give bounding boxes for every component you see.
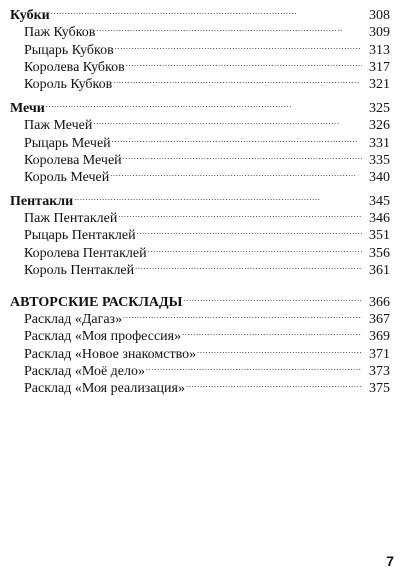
dot-leader bbox=[46, 95, 362, 112]
toc-entry-page: 361 bbox=[369, 262, 390, 278]
toc-entry-title: Паж Пентаклей bbox=[24, 211, 118, 227]
toc-heading-title: АВТОРСКИЕ РАСКЛАДЫ bbox=[10, 295, 183, 310]
toc-heading-row bbox=[10, 289, 390, 310]
toc-entry-title: Король Кубков bbox=[24, 76, 113, 92]
toc-heading-title: Пентакли bbox=[10, 194, 74, 210]
toc-heading-title: Мечи bbox=[10, 101, 45, 117]
dot-leader bbox=[183, 289, 362, 306]
toc-entry-title: Королева Мечей bbox=[24, 152, 122, 168]
dot-leader bbox=[96, 19, 362, 36]
dot-leader bbox=[137, 222, 362, 239]
toc-entry-page: 351 bbox=[369, 228, 390, 244]
toc-entry-title: Расклад «Моя реализация» bbox=[24, 380, 185, 396]
toc-entry-page: 367 bbox=[369, 312, 390, 328]
toc-entry-title: Королева Кубков bbox=[24, 59, 125, 75]
dot-leader bbox=[110, 164, 362, 181]
toc-section-swords bbox=[10, 95, 390, 185]
dot-leader bbox=[115, 36, 362, 53]
toc-entry-page: 317 bbox=[369, 59, 390, 75]
dot-leader bbox=[146, 358, 362, 375]
dot-leader bbox=[74, 188, 362, 205]
dot-leader bbox=[182, 323, 362, 340]
toc-entry-title: Паж Мечей bbox=[24, 118, 93, 134]
toc-entry-page: 371 bbox=[369, 346, 390, 362]
toc-section-cups bbox=[10, 2, 390, 92]
toc-section-pentacles bbox=[10, 188, 390, 278]
toc-heading-row bbox=[10, 2, 390, 24]
toc-entry-title: Расклад «Новое знакомство» bbox=[24, 346, 197, 362]
dot-leader bbox=[112, 129, 362, 146]
toc-entry-page: 375 bbox=[369, 380, 390, 396]
toc-entry-page: 326 bbox=[369, 118, 390, 134]
toc-entry-page: 373 bbox=[369, 363, 390, 379]
toc-entry-title: Король Мечей bbox=[24, 169, 110, 185]
toc-entry-page: 346 bbox=[369, 211, 390, 227]
toc-entry-title: Рыцарь Пентаклей bbox=[24, 228, 136, 244]
toc-entry-page: 335 bbox=[369, 152, 390, 168]
toc-heading-row bbox=[10, 188, 390, 210]
toc-heading-row bbox=[10, 95, 390, 117]
toc-entry-title: Паж Кубков bbox=[24, 25, 96, 41]
toc-entry-row bbox=[10, 112, 390, 134]
page-number: 7 bbox=[386, 553, 394, 569]
toc-entry-page: 340 bbox=[369, 169, 390, 185]
toc-entry-page: 321 bbox=[369, 76, 390, 92]
dot-leader bbox=[148, 239, 362, 256]
dot-leader bbox=[135, 257, 362, 274]
table-of-contents bbox=[10, 2, 390, 396]
toc-heading-title: Кубки bbox=[10, 8, 50, 24]
toc-section-author-spreads bbox=[10, 289, 390, 396]
dot-leader bbox=[186, 375, 362, 392]
toc-entry-page: 309 bbox=[369, 25, 390, 41]
dot-leader bbox=[93, 112, 362, 129]
toc-entry-page: 356 bbox=[369, 245, 390, 261]
dot-leader bbox=[118, 205, 362, 222]
toc-entry-page: 313 bbox=[369, 42, 390, 58]
toc-heading-page: 308 bbox=[369, 8, 390, 24]
toc-entry-page: 331 bbox=[369, 135, 390, 151]
dot-leader bbox=[123, 306, 362, 323]
toc-entry-title: Королева Пентаклей bbox=[24, 245, 147, 261]
toc-entry-row bbox=[10, 19, 390, 41]
toc-entry-title: Король Пентаклей bbox=[24, 262, 135, 278]
toc-heading-page: 345 bbox=[369, 194, 390, 210]
toc-entry-title: Расклад «Моё дело» bbox=[24, 363, 145, 379]
toc-heading-page: 366 bbox=[369, 295, 390, 310]
toc-entry-title: Расклад «Дагаз» bbox=[24, 312, 123, 328]
dot-leader bbox=[126, 54, 362, 71]
toc-entry-page: 369 bbox=[369, 329, 390, 345]
toc-entry-title: Рыцарь Кубков bbox=[24, 42, 114, 58]
toc-heading-page: 325 bbox=[369, 101, 390, 117]
dot-leader bbox=[197, 340, 362, 357]
toc-entry-title: Рыцарь Мечей bbox=[24, 135, 111, 151]
toc-entry-title: Расклад «Моя профессия» bbox=[24, 329, 182, 345]
dot-leader bbox=[113, 71, 362, 88]
dot-leader bbox=[123, 147, 362, 164]
dot-leader bbox=[51, 2, 362, 19]
